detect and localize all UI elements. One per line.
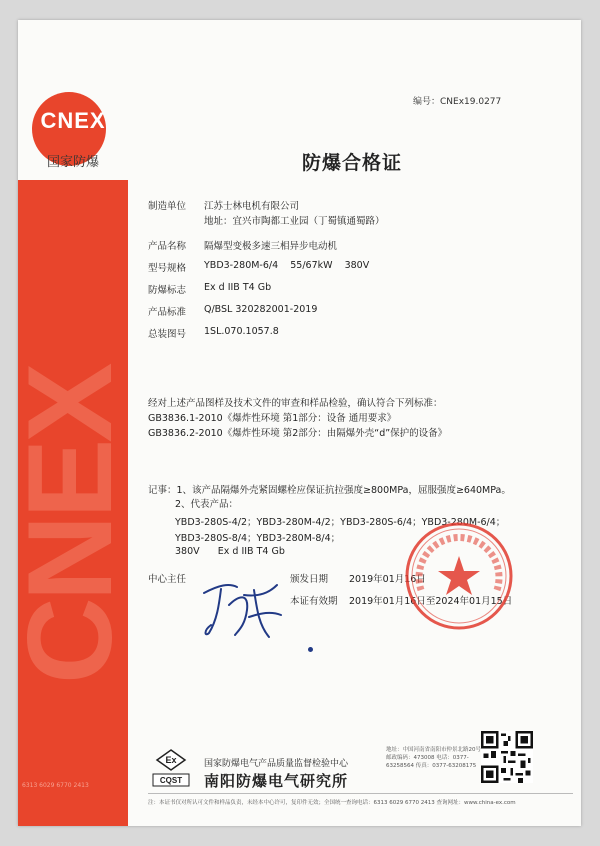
note-line-3: YBD3-280S-4/2；YBD3-280M-4/2；YBD3-280S-6/4；YBD3-280M-6/4； (175, 517, 506, 528)
logo-subtitle: 国家防爆 (46, 155, 99, 170)
field-label-model: 型号规格 (148, 263, 187, 274)
director-signature (199, 575, 289, 645)
field-value-product-name: 隔爆型变极多速三相异步电动机 (204, 241, 338, 252)
certificate-title: 防爆合格证 (301, 152, 402, 174)
review-standard-2: GB3836.2-2010《爆炸性环境 第2部分：由隔爆外壳“d”保护的设备》 (148, 428, 448, 439)
field-value-address: 地址：宜兴市陶都工业园（丁蜀镇通蜀路） (204, 216, 385, 227)
org-name-line-2: 南阳防爆电气研究所 (204, 772, 349, 790)
side-watermark: CNEX (3, 366, 137, 684)
org-address: 地址：中国河南省南阳市仲景北路20号 邮政编码：473008 电话：0377-63258564 传真：0377-63208175 (386, 747, 481, 769)
certificate-number: 编号：CNEx19.0277 (413, 97, 502, 107)
field-value-model: YBD3-280M-6/4 55/67kW 380V (204, 260, 370, 271)
field-value-manufacturer: 江苏士林电机有限公司 (204, 201, 300, 212)
note-line-5: 380V Ex d IIB T4 Gb (175, 546, 285, 557)
certificate-sheet (3, 20, 581, 826)
band-footer-code: 6313 6029 6770 2413 (22, 782, 89, 789)
validity-value: 2019年01月16日至2024年01月15日 (349, 596, 513, 607)
review-intro: 经对上述产品图样及技术文件的审查和样品检验，确认符合下列标准： (148, 398, 443, 409)
field-value-drawing-no: 1SL.070.1057.8 (204, 326, 279, 337)
field-label-drawing-no: 总装图号 (148, 329, 187, 340)
footer-divider (148, 793, 573, 794)
note-line-2: 2、代表产品： (175, 499, 239, 510)
ex-label: Ex (165, 755, 177, 765)
qr-code (481, 731, 533, 783)
field-label-manufacturer: 制造单位 (148, 201, 187, 212)
issue-date-label: 颁发日期 (290, 574, 329, 585)
field-value-standard: Q/BSL 320282001-2019 (204, 304, 318, 315)
issue-date-value: 2019年01月16日 (349, 574, 426, 585)
official-red-seal (403, 520, 515, 632)
ex-cqst-logo (151, 748, 191, 788)
ink-dot (308, 647, 313, 652)
validity-label: 本证有效期 (290, 596, 338, 607)
footer-note: 注：本证书仅对所认可文件和样品负责，未经本中心许可，复印件无效；全国统一查询电话：6313 6029 6770 2413 查询网址：www.china-ex.com (148, 800, 516, 806)
note-line-1: 记事：1、该产品隔爆外壳紧固螺栓应保证抗拉强度≥800MPa，屈服强度≥640MPa。 (148, 485, 511, 496)
org-name-line-1: 国家防爆电气产品质量监督检验中心 (204, 759, 349, 769)
cqst-label: CQST (159, 776, 183, 785)
field-label-product-name: 产品名称 (148, 241, 187, 252)
field-value-ex-mark: Ex d IIB T4 Gb (204, 282, 272, 293)
note-line-4: YBD3-280S-8/4；YBD3-280M-8/4； (175, 533, 341, 544)
cnex-logo-text: CNEX (40, 108, 106, 133)
field-label-standard: 产品标准 (148, 307, 187, 318)
field-label-ex-mark: 防爆标志 (148, 285, 187, 296)
review-standard-1: GB3836.1-2010《爆炸性环境 第1部分：设备 通用要求》 (148, 413, 397, 424)
director-label: 中心主任 (148, 574, 187, 585)
